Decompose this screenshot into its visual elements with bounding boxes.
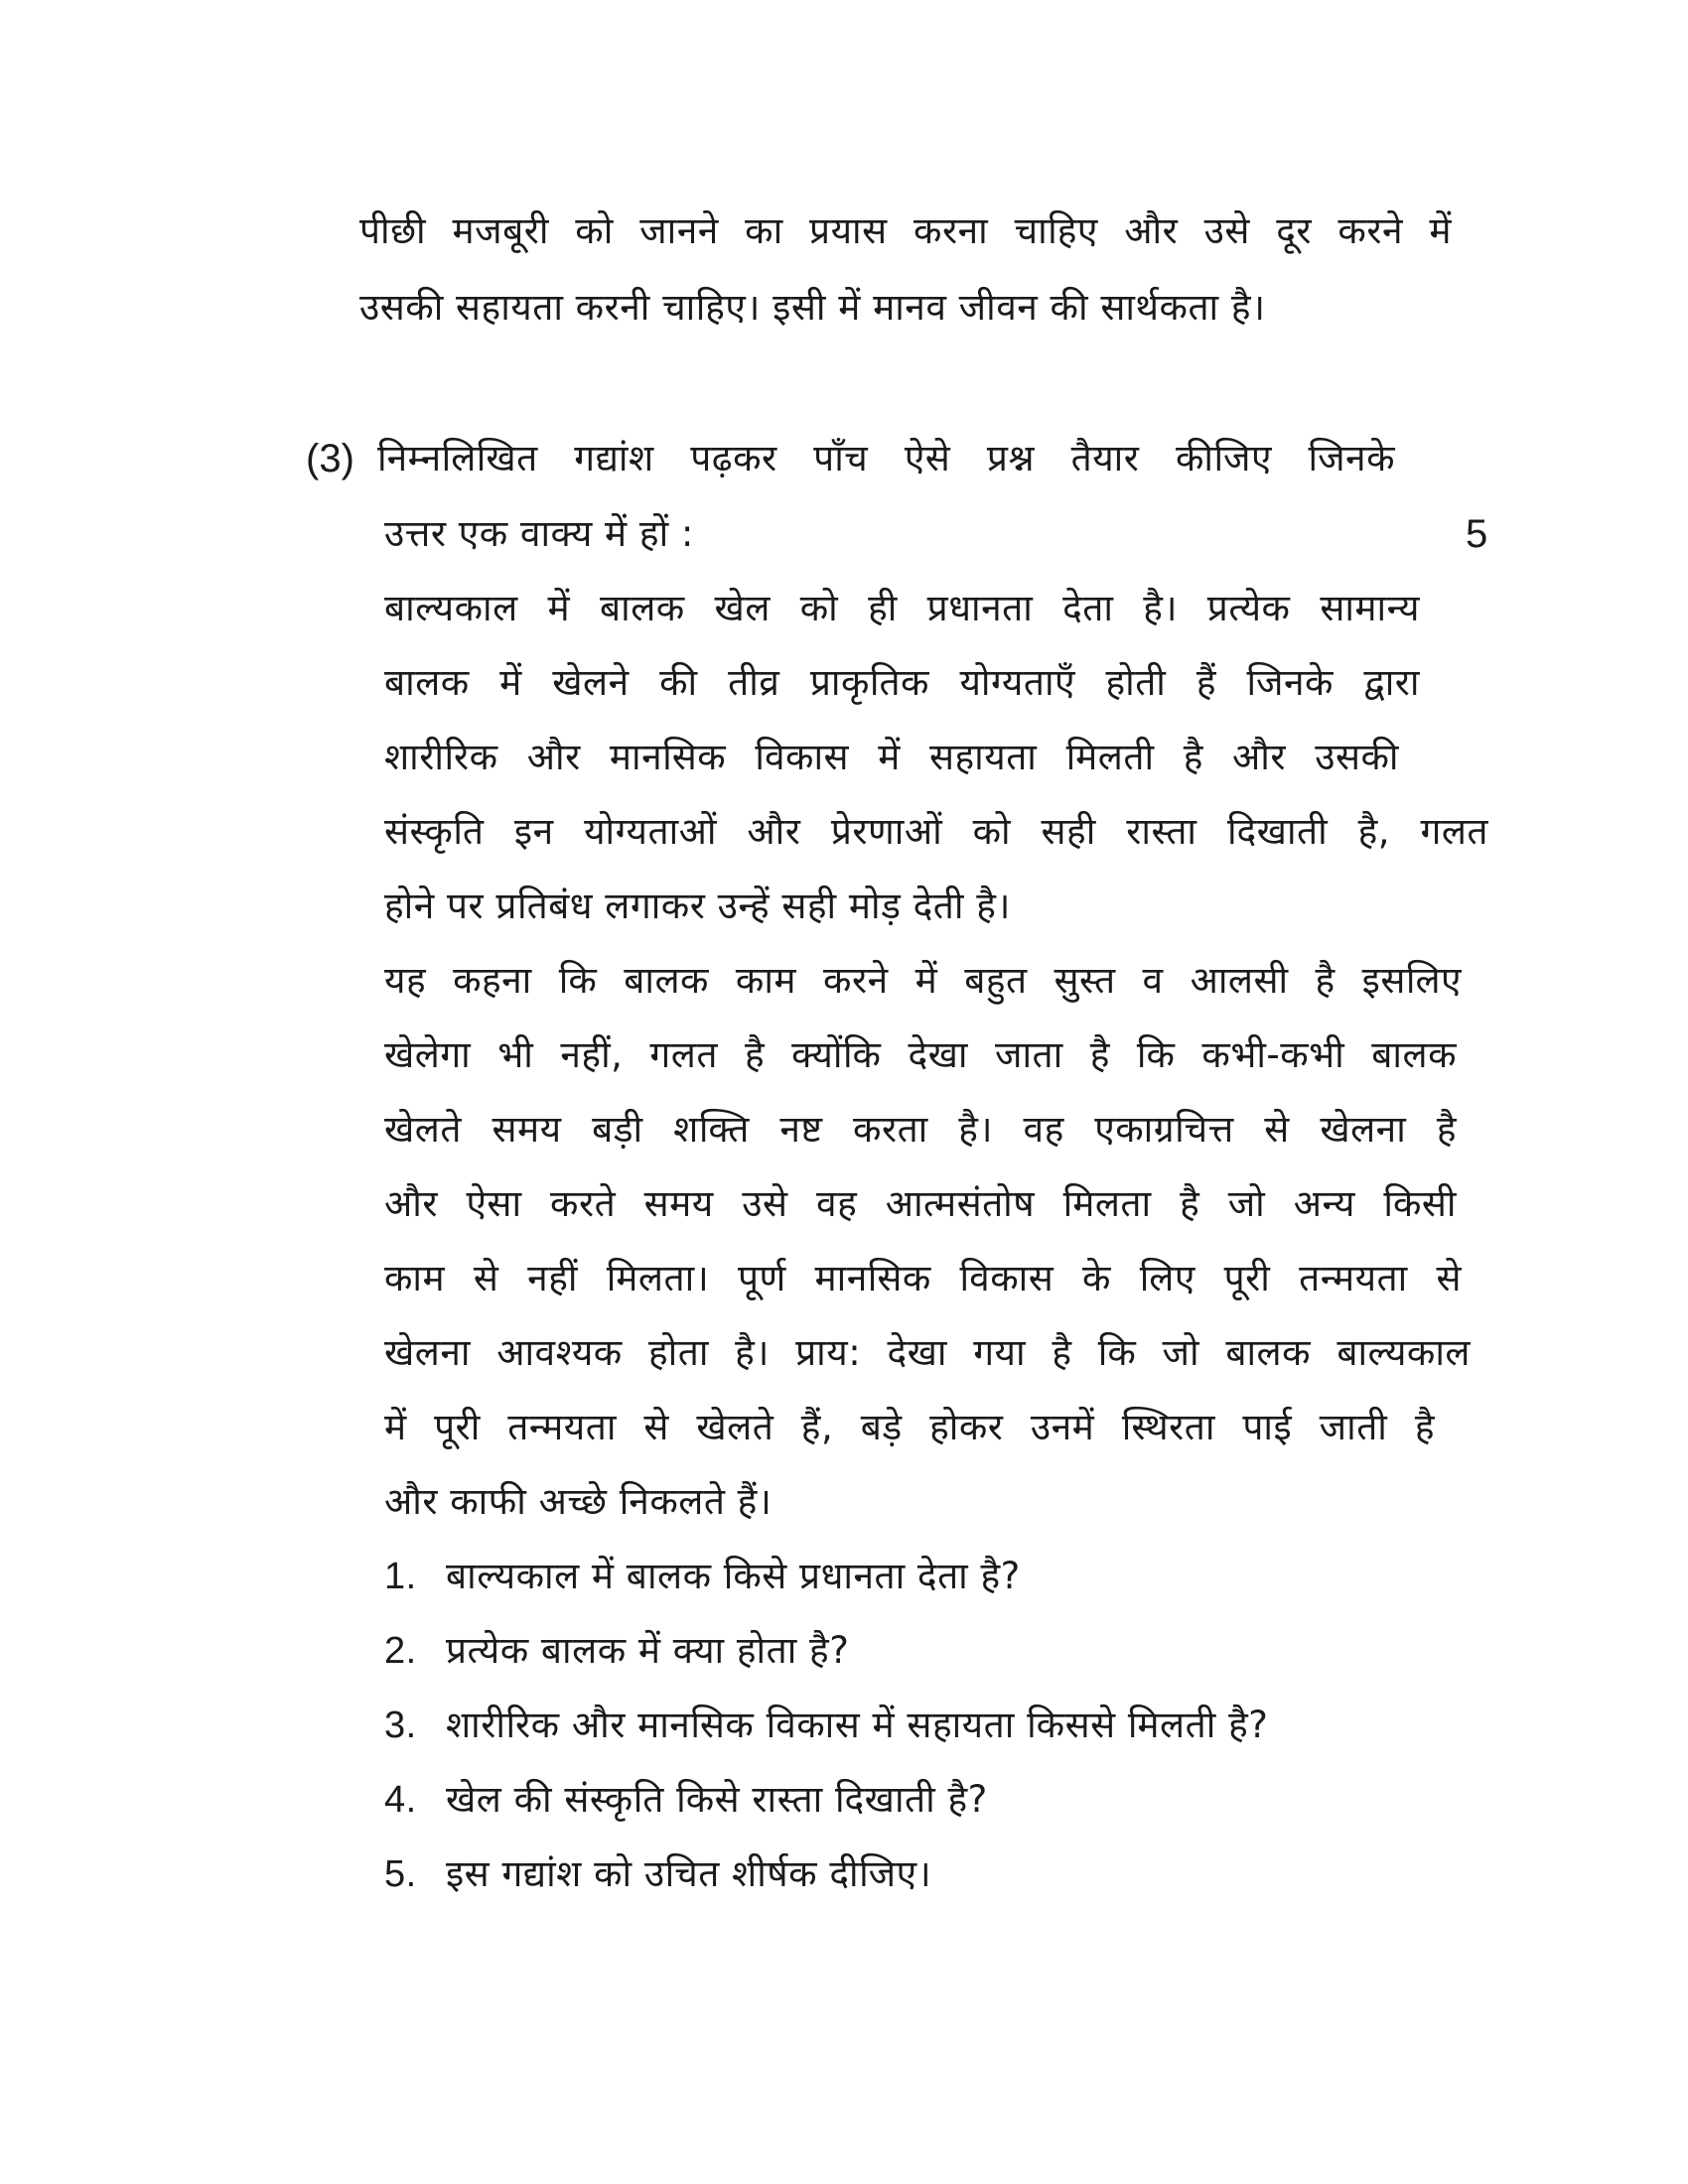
list-item-number: 5.	[384, 1853, 417, 1895]
list-item-number: 1.	[384, 1556, 417, 1597]
passage-line: काम से नहीं मिलता। पूर्ण मानसिक विकास के लिए पूरी तन्मयता से	[384, 1257, 1462, 1299]
list-item	[384, 1775, 988, 1825]
passage-line: शारीरिक और मानसिक विकास में सहायता मिलती है और उसकी	[384, 736, 1399, 778]
list-item-number: 4.	[384, 1779, 417, 1821]
list-item-text: प्रत्येक बालक में क्या होता है?	[446, 1629, 850, 1672]
list-item-number: 3.	[384, 1705, 417, 1746]
question-instruction: निम्नलिखित गद्यांश पढ़कर पाँच ऐसे प्रश्न तैयार कीजिए जिनके	[377, 437, 1395, 479]
list-item	[384, 1701, 1268, 1750]
list-item	[384, 1849, 931, 1899]
list-item-text: बाल्यकाल में बालक किसे प्रधानता देता है?	[446, 1555, 1021, 1597]
passage-line: में पूरी तन्मयता से खेलते हैं, बड़े होकर उनमें स्थिरता पाई जाती है	[384, 1406, 1435, 1448]
passage-line: और काफी अच्छे निकलते हैं।	[384, 1480, 773, 1523]
list-item	[384, 1552, 1021, 1601]
passage-line: और ऐसा करते समय उसे वह आत्मसंतोष मिलता है जो अन्य किसी	[384, 1182, 1457, 1225]
passage-line: बालक में खेलने की तीव्र प्राकृतिक योग्यताएँ होती हैं जिनके द्वारा	[384, 661, 1420, 704]
passage-line: यह कहना कि बालक काम करने में बहुत सुस्त व आलसी है इसलिए	[384, 959, 1462, 1002]
list-item-number: 2.	[384, 1630, 417, 1672]
list-item-text: खेल की संस्कृति किसे रास्ता दिखाती है?	[446, 1778, 988, 1821]
list-item-text: इस गद्यांश को उचित शीर्षक दीजिए।	[446, 1852, 932, 1895]
list-item	[384, 1626, 849, 1676]
passage-line: खेलते समय बड़ी शक्ति नष्ट करता है। वह एकाग्रचित्त से खेलना है	[384, 1108, 1457, 1151]
passage-line: संस्कृति इन योग्यताओं और प्रेरणाओं को सही रास्ता दिखाती है, गलत	[384, 810, 1488, 853]
passage-line: बाल्यकाल में बालक खेल को ही प्रधानता देता है। प्रत्येक सामान्य	[384, 587, 1420, 629]
passage-line: होने पर प्रतिबंध लगाकर उन्हें सही मोड़ देती है।	[384, 885, 1011, 927]
question-marks: 5	[1466, 512, 1488, 556]
passage-line: खेलेगा भी नहीं, गलत है क्योंकि देखा जाता है कि कभी-कभी बालक	[384, 1033, 1457, 1076]
question-instruction: उत्तर एक वाक्य में हों :	[384, 512, 694, 555]
passage-line: खेलना आवश्यक होता है। प्राय: देखा गया है कि जो बालक बाल्यकाल	[384, 1331, 1471, 1374]
list-item-text: शारीरिक और मानसिक विकास में सहायता किससे मिलती है?	[446, 1704, 1269, 1746]
previous-passage-line: पीछी मजबूरी को जानने का प्रयास करना चाहिए और उसे दूर करने में	[359, 209, 1452, 252]
previous-passage-line: उसकी सहायता करनी चाहिए। इसी में मानव जीवन की सार्थकता है।	[359, 286, 1266, 329]
question-number: (3)	[306, 437, 354, 480]
